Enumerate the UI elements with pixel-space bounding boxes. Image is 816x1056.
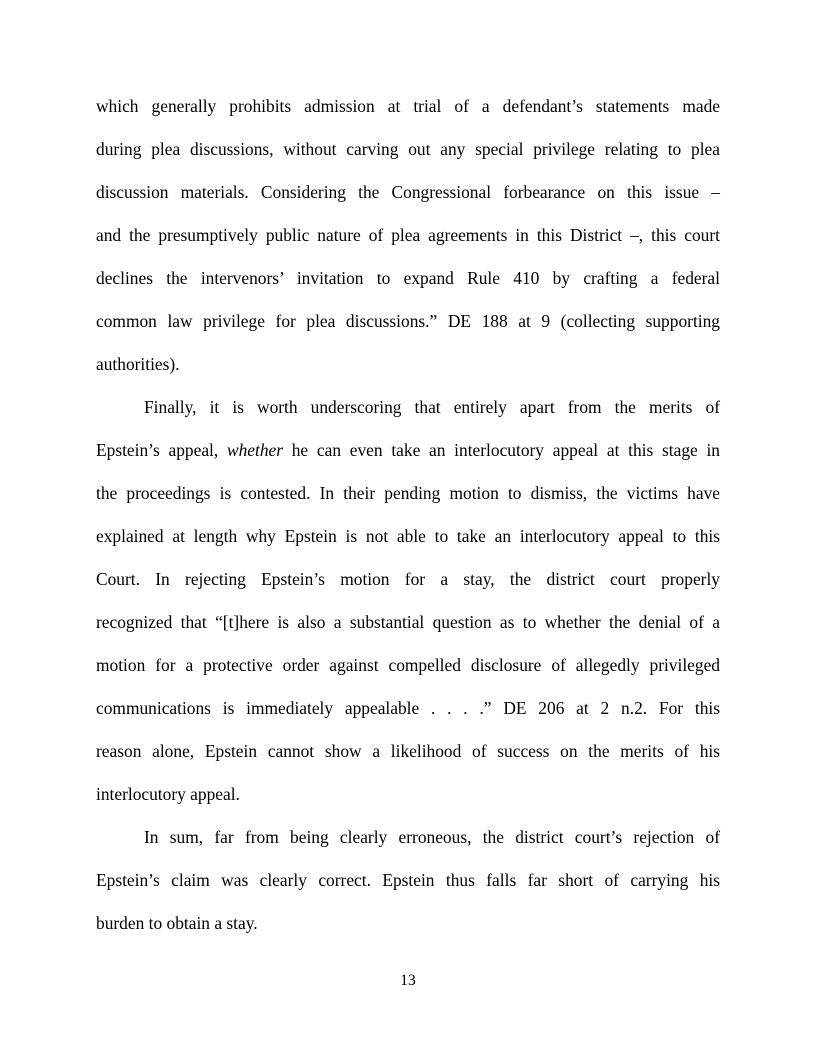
- body-text-line: [96, 438, 720, 462]
- body-text-line: discussion materials. Considering the Congressional forbearance on this issue –: [96, 182, 720, 202]
- body-text-line: common law privilege for plea discussions.” DE 188 at 9 (collecting supporting: [96, 311, 720, 331]
- page-number: 13: [400, 972, 416, 989]
- body-text-line: which generally prohibits admission at trial of a defendant’s statements made: [96, 96, 720, 116]
- body-text-line: authorities).: [96, 354, 180, 374]
- body-text-line: during plea discussions, without carving out any special privilege relating to plea: [96, 139, 720, 159]
- body-text-line: burden to obtain a stay.: [96, 913, 258, 933]
- paragraph-first-line: Finally, it is worth underscoring that entirely apart from the merits of: [144, 397, 720, 417]
- body-text-line: motion for a protective order against compelled disclosure of allegedly privileged: [96, 655, 720, 675]
- body-text-line: reason alone, Epstein cannot show a likelihood of success on the merits of his: [96, 741, 720, 761]
- body-text-line: declines the intervenors’ invitation to expand Rule 410 by crafting a federal: [96, 268, 720, 288]
- body-text-line: and the presumptively public nature of plea agreements in this District –, this court: [96, 225, 720, 245]
- body-text-line: explained at length why Epstein is not able to take an interlocutory appeal to this: [96, 526, 720, 546]
- paragraph-first-line: In sum, far from being clearly erroneous, the district court’s rejection of: [144, 827, 720, 847]
- body-text-line: Court. In rejecting Epstein’s motion for a stay, the district court properly: [96, 569, 720, 589]
- body-text-line: interlocutory appeal.: [96, 784, 240, 804]
- text-run: he can even take an interlocutory appeal at this stage in: [283, 440, 720, 460]
- body-text-line: the proceedings is contested. In their pending motion to dismiss, the victims have: [96, 483, 720, 503]
- text-run: Epstein’s appeal,: [96, 440, 227, 460]
- italic-emphasis: whether: [226, 440, 283, 460]
- body-text-line: communications is immediately appealable . . . .” DE 206 at 2 n.2. For this: [96, 698, 720, 718]
- body-text-line: recognized that “[t]here is also a substantial question as to whether the denial of a: [96, 612, 720, 632]
- body-text-line: Epstein’s claim was clearly correct. Epstein thus falls far short of carrying his: [96, 870, 720, 890]
